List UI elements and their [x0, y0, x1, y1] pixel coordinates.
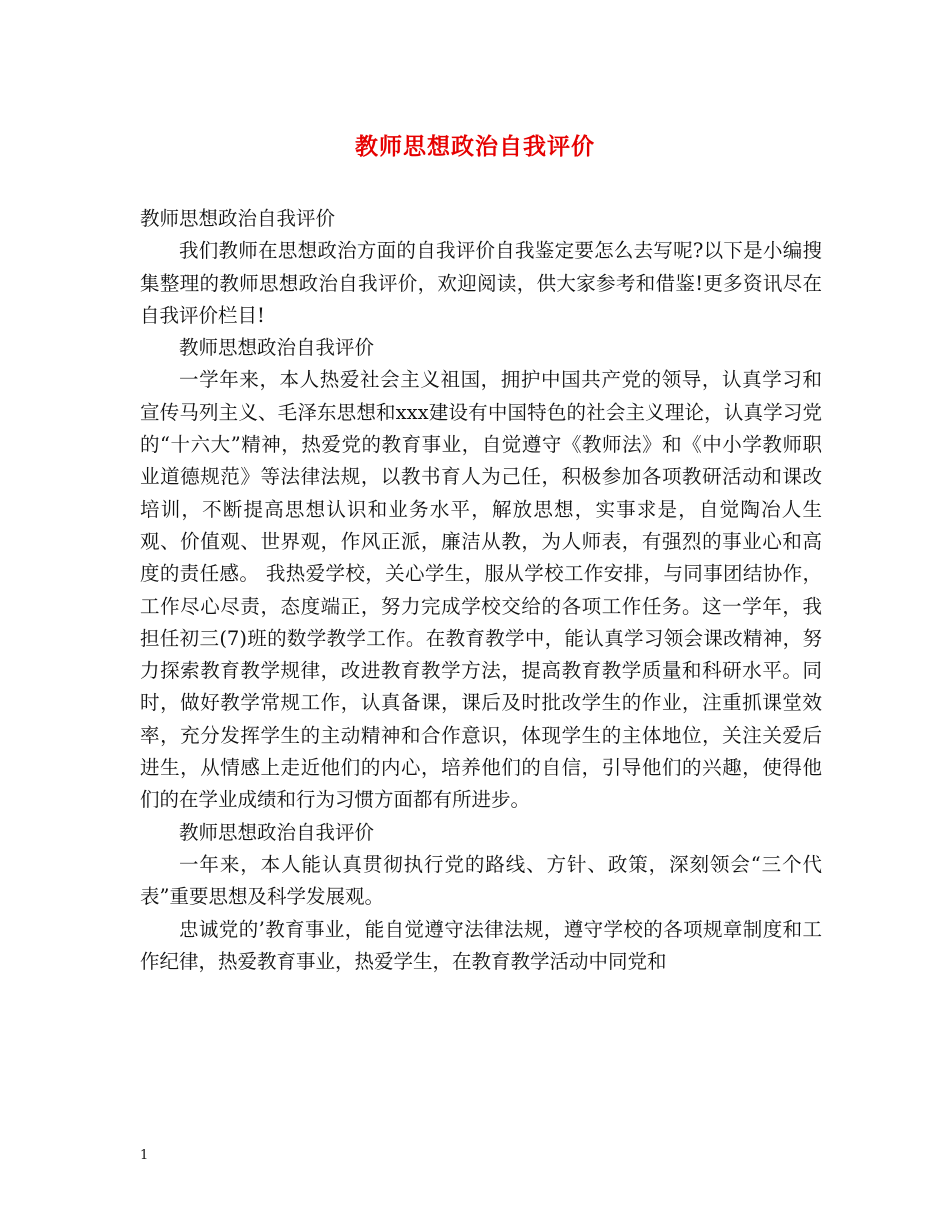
body-paragraph: 教师思想政治自我评价 [179, 820, 375, 844]
body-paragraph: 忠诚党的’教育事业，能自觉遵守法律法规，遵守学校的各项规章制度和工作纪律，热爱教育事业，热爱学生，在教育教学活动中同党和 [140, 917, 822, 973]
body-paragraph: 一学年来，本人热爱社会主义祖国，拥护中国共产党的领导，认真学习和宣传马列主义、毛泽东思想和xxx建设有中国特色的社会主义理论，认真学习党的“十六大”精神，热爱党的教育事业，自觉遵守《教师法》和《中小学教师职业道德规范》等法律法规，以教书育人为己任，积极参加各项教研活动和课改培训，不断提高思想认识和业务水平，解放思想，实事求是，自觉陶冶人生观、价值观、世界观，作风正派，廉洁从教，为人师表，有强烈的事业心和高度的责任感。 我热爱学校，关心学生，服从学校工作安排，与同事团结协作，工作尽心尽责，态度端正，努力完成学校交给的各项工作任务。这一学年，我担任初三(7)班的数学教学工作。在教育教学中，能认真学习领会课改精神，努力探索教育教学规律，改进教育教学方法，提高教育教学质量和科研水平。同时，做好教学常规工作，认真备课，课后及时批改学生的作业，注重抓课堂效率，充分发挥学生的主动精神和合作意识，体现学生的主体地位，关注关爱后进生，从情感上走近他们的内心，培养他们的自信，引导他们的兴趣，使得他们的在学业成绩和行为习惯方面都有所进步。 [140, 368, 822, 812]
page-number: 1 [140, 1148, 149, 1163]
body-paragraph: 我们教师在思想政治方面的自我评价自我鉴定要怎么去写呢?以下是小编搜集整理的教师思想政治自我评价，欢迎阅读，供大家参考和借鉴!更多资讯尽在自我评价栏目! [140, 239, 822, 327]
document-title: 教师思想政治自我评价 [355, 133, 595, 160]
body-paragraph: 一年来，本人能认真贯彻执行党的路线、方针、政策，深刻领会“三个代表”重要思想及科学发展观。 [140, 852, 822, 909]
document-body [140, 203, 822, 978]
body-paragraph: 教师思想政治自我评价 [140, 207, 336, 230]
body-paragraph: 教师思想政治自我评价 [179, 336, 375, 360]
